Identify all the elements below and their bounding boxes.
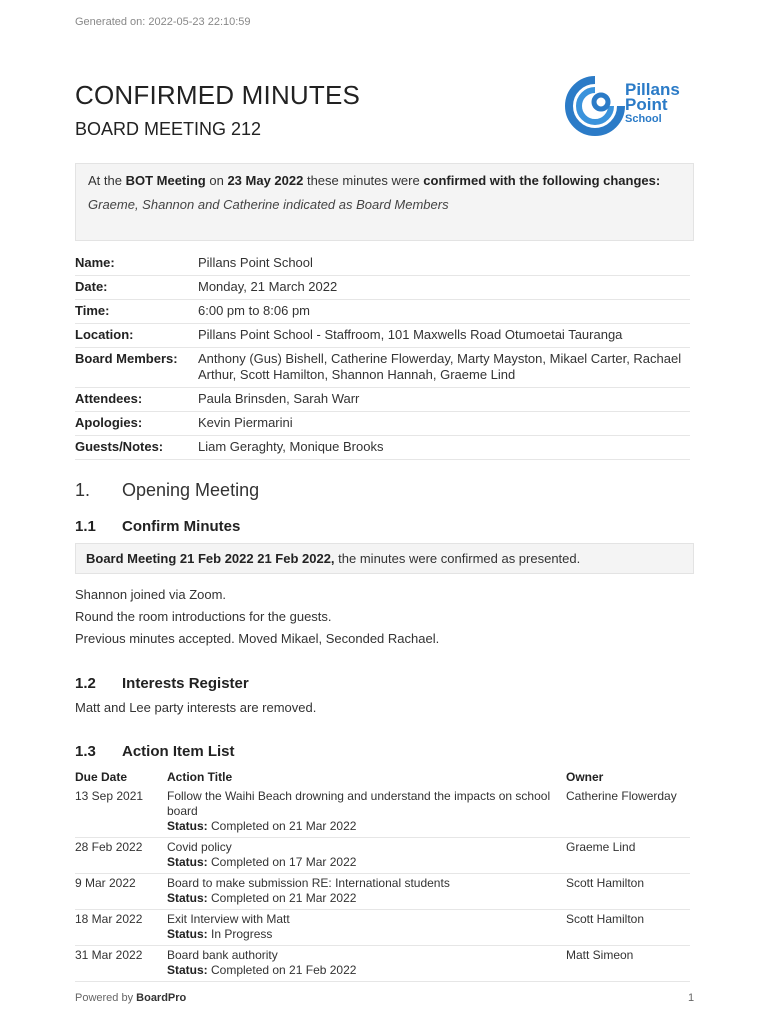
action-owner: Matt Simeon (566, 946, 690, 982)
action-cell (167, 787, 566, 838)
action-row (75, 910, 690, 946)
action-cell (167, 874, 566, 910)
subsection-heading-action-items (75, 743, 235, 760)
boardpro-brand: BoardPro (136, 992, 187, 1004)
document-title: CONFIRMED MINUTES (75, 80, 361, 110)
detail-value: Pillans Point School - Staffroom, 101 Maxwells Road Otumoetai Tauranga (198, 324, 690, 348)
detail-value: Anthony (Gus) Bishell, Catherine Flowerday, Marty Mayston, Mikael Carter, Rachael Arthur, Scott Hamilton, Shannon Hannah, Graeme Lind (198, 348, 690, 388)
action-due: 9 Mar 2022 (75, 874, 167, 910)
detail-row (75, 276, 690, 300)
action-owner: Graeme Lind (566, 838, 690, 874)
document-subtitle: BOARD MEETING 212 (75, 119, 262, 139)
action-title[interactable]: Board bank authority (167, 948, 278, 962)
section-heading-opening (75, 480, 259, 501)
header-owner: Owner (566, 770, 604, 784)
section-title: Opening Meeting (122, 480, 260, 500)
detail-key: Attendees: (75, 388, 198, 412)
header-due-date: Due Date (75, 770, 128, 784)
minutes-confirmed-box: Board Meeting 21 Feb 2022 21 Feb 2022, the minutes were confirmed as presented. (75, 543, 694, 574)
subsection-number: 1.1 (75, 518, 96, 535)
minutes-line: Shannon joined via Zoom. (75, 587, 227, 602)
detail-row (75, 412, 690, 436)
detail-value: Liam Geraghty, Monique Brooks (198, 436, 690, 460)
detail-row (75, 324, 690, 348)
notice-text: At the BOT Meeting on 23 May 2022 these minutes were confirmed with the following changes: (88, 173, 661, 188)
detail-key: Guests/Notes: (75, 436, 198, 460)
school-logo (565, 76, 695, 136)
detail-row (75, 300, 690, 324)
detail-row (75, 252, 690, 276)
action-status: Status: Completed on 17 Mar 2022 (167, 855, 357, 869)
footer-powered-by: Powered by BoardPro (75, 992, 187, 1004)
action-status: Status: Completed on 21 Mar 2022 (167, 819, 357, 833)
detail-value: Pillans Point School (198, 252, 690, 276)
logo-line-2: Point (625, 95, 668, 114)
action-owner: Catherine Flowerday (566, 787, 690, 838)
action-due: 28 Feb 2022 (75, 838, 167, 874)
detail-row (75, 348, 690, 388)
action-status: Status: Completed on 21 Mar 2022 (167, 891, 357, 905)
detail-key: Date: (75, 276, 198, 300)
subsection-number: 1.2 (75, 675, 96, 692)
action-cell (167, 838, 566, 874)
generated-timestamp: Generated on: 2022-05-23 22:10:59 (75, 16, 251, 28)
action-title[interactable]: Follow the Waihi Beach drowning and understand the impacts on school board (167, 789, 551, 818)
subsection-title: Confirm Minutes (122, 518, 241, 535)
action-due: 18 Mar 2022 (75, 910, 167, 946)
detail-value: Kevin Piermarini (198, 412, 690, 436)
action-row (75, 787, 690, 838)
section-number: 1. (75, 480, 91, 500)
action-row (75, 874, 690, 910)
interests-text: Matt and Lee party interests are removed. (75, 700, 317, 715)
detail-value: Paula Brinsden, Sarah Warr (198, 388, 690, 412)
action-due: 13 Sep 2021 (75, 787, 167, 838)
subsection-title: Action Item List (122, 743, 235, 760)
action-owner: Scott Hamilton (566, 874, 690, 910)
action-status: Status: Completed on 21 Feb 2022 (167, 963, 357, 977)
detail-key: Time: (75, 300, 198, 324)
action-cell (167, 910, 566, 946)
action-title[interactable]: Board to make submission RE: International students (167, 876, 450, 890)
detail-key: Location: (75, 324, 198, 348)
previous-meeting-link[interactable]: Board Meeting 21 Feb 2022 21 Feb 2022, (86, 551, 335, 566)
action-row (75, 946, 690, 982)
page-number: 1 (688, 992, 695, 1004)
logo-wordmark (625, 82, 680, 127)
minutes-line: Previous minutes accepted. Moved Mikael, Seconded Rachael. (75, 631, 440, 646)
detail-row (75, 388, 690, 412)
meeting-details-table (75, 252, 690, 460)
action-row (75, 838, 690, 874)
detail-value: Monday, 21 March 2022 (198, 276, 690, 300)
notice-changes: Graeme, Shannon and Catherine indicated as Board Members (88, 197, 449, 212)
subsection-heading-confirm-minutes (75, 518, 240, 535)
logo-line-3: School (625, 113, 662, 125)
subsection-title: Interests Register (122, 675, 249, 692)
action-item-table (75, 768, 690, 982)
minutes-line: Round the room introductions for the guests. (75, 609, 332, 624)
detail-key: Name: (75, 252, 198, 276)
header-action-title: Action Title (167, 770, 233, 784)
logo-line-1: Pillans (625, 80, 680, 99)
action-title[interactable]: Covid policy (167, 840, 232, 854)
detail-key: Board Members: (75, 348, 198, 388)
confirmation-notice (75, 163, 694, 241)
action-status: Status: In Progress (167, 927, 273, 941)
detail-value: 6:00 pm to 8:06 pm (198, 300, 690, 324)
action-cell (167, 946, 566, 982)
action-title[interactable]: Exit Interview with Matt (167, 912, 290, 926)
detail-row (75, 436, 690, 460)
subsection-heading-interests (75, 675, 249, 692)
subsection-number: 1.3 (75, 743, 96, 760)
action-due: 31 Mar 2022 (75, 946, 167, 982)
action-owner: Scott Hamilton (566, 910, 690, 946)
detail-key: Apologies: (75, 412, 198, 436)
swirl-logo-icon (565, 76, 625, 136)
action-table-header (75, 768, 690, 787)
